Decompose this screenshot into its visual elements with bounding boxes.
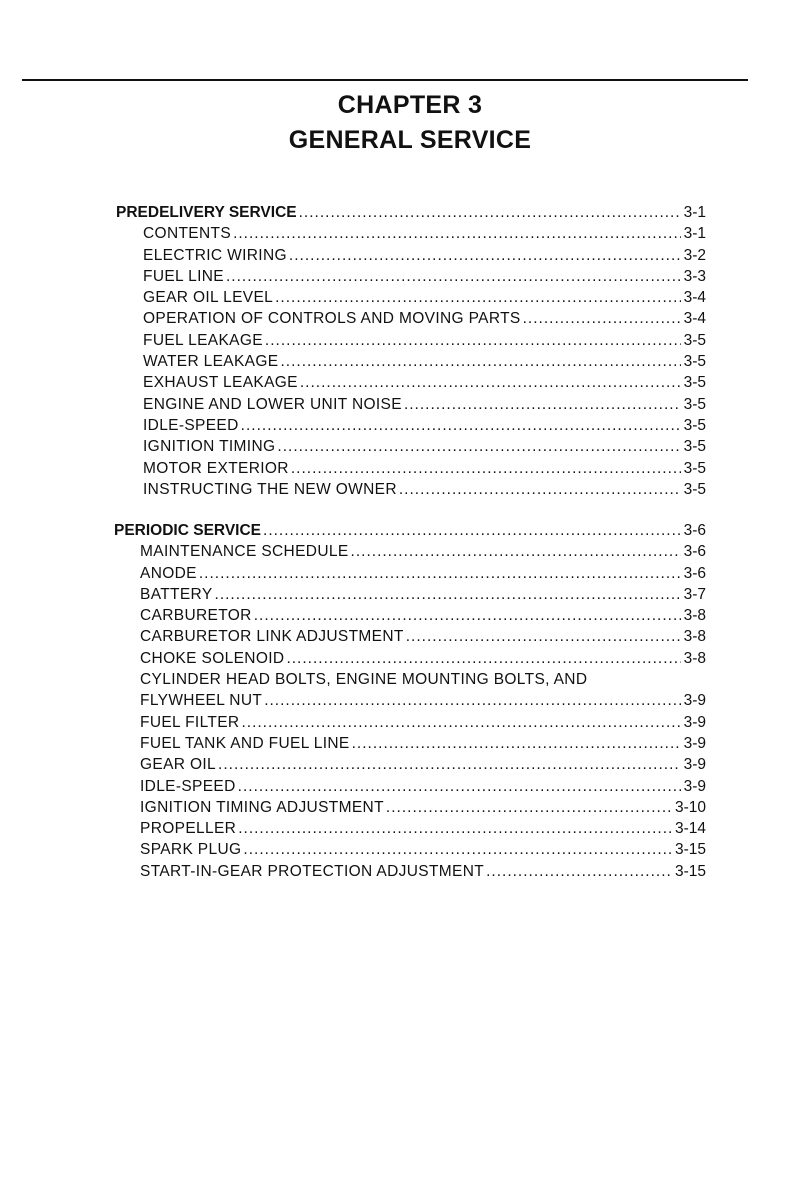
toc-entry[interactable] — [114, 839, 706, 860]
toc-entry-label: ANODE — [140, 564, 197, 582]
dot-leader — [238, 818, 672, 839]
toc-entry-label: FUEL LEAKAGE — [143, 331, 263, 349]
dot-leader — [352, 733, 681, 754]
toc-entry[interactable] — [114, 861, 706, 882]
toc-entry[interactable] — [116, 372, 706, 393]
dot-leader — [280, 351, 680, 372]
toc-entry-label: GEAR OIL — [140, 756, 217, 774]
toc-section-predelivery — [116, 202, 706, 500]
toc-entry-page: 3-5 — [683, 395, 706, 413]
toc-entry-page: 3-9 — [683, 777, 706, 795]
toc-entry[interactable] — [116, 308, 706, 329]
toc-entry-label: CONTENTS — [143, 225, 232, 243]
toc-entry-page: 3-5 — [683, 416, 706, 434]
toc-entry-label: MOTOR EXTERIOR — [143, 459, 289, 477]
dot-leader — [299, 202, 681, 223]
toc-entry-page: 3-10 — [674, 798, 706, 816]
toc-entry-label: IDLE-SPEED — [140, 777, 236, 795]
toc-entry-label: IGNITION TIMING — [143, 438, 276, 456]
toc-entry-label: CHOKE SOLENOID — [140, 649, 285, 667]
toc-entry-page: 3-5 — [683, 459, 706, 477]
dot-leader — [241, 415, 681, 436]
toc-entry-label: INSTRUCTING THE NEW OWNER — [143, 480, 397, 498]
toc-entry-label: FLYWHEEL NUT — [140, 692, 263, 710]
toc-entry-label: CYLINDER HEAD BOLTS, ENGINE MOUNTING BOLTS, AND — [140, 671, 588, 689]
chapter-number: CHAPTER 3 — [337, 91, 483, 119]
toc-entry[interactable] — [114, 797, 706, 818]
toc-entry[interactable] — [114, 818, 706, 839]
dot-leader — [351, 541, 681, 562]
dot-leader — [486, 861, 672, 882]
toc-entry-page: 3-8 — [683, 607, 706, 625]
toc-entry-label: EXHAUST LEAKAGE — [143, 374, 298, 392]
dot-leader — [386, 797, 672, 818]
dot-leader — [264, 690, 680, 711]
toc-entry-label: SPARK PLUG — [140, 841, 242, 859]
toc-entry[interactable] — [116, 351, 706, 372]
toc-entry[interactable] — [116, 223, 706, 244]
toc-entry[interactable] — [114, 712, 706, 733]
dot-leader — [399, 479, 681, 500]
toc-entry[interactable] — [114, 754, 706, 775]
toc-entry-page: 3-6 — [683, 522, 706, 539]
toc-entry-label: IDLE-SPEED — [143, 416, 239, 434]
toc-entry-label: GEAR OIL LEVEL — [143, 289, 274, 307]
toc-entry-page: 3-5 — [683, 480, 706, 498]
toc-entry-page: 3-4 — [683, 310, 706, 328]
toc-entry[interactable] — [114, 605, 706, 626]
toc-entry-page: 3-3 — [683, 267, 706, 285]
toc-entry-label: CARBURETOR LINK ADJUSTMENT — [140, 628, 404, 646]
toc-entry-label: FUEL FILTER — [140, 713, 240, 731]
toc-entry[interactable] — [114, 669, 706, 690]
toc-entry-page: 3-2 — [683, 246, 706, 264]
toc-entry-page: 3-5 — [683, 353, 706, 371]
dot-leader — [238, 776, 681, 797]
toc-entry-label: ELECTRIC WIRING — [143, 246, 287, 264]
dot-leader — [254, 605, 681, 626]
dot-leader — [277, 436, 680, 457]
toc-entry-page: 3-9 — [683, 734, 706, 752]
toc-entry-label: MAINTENANCE SCHEDULE — [140, 543, 349, 561]
toc-entry-page: 3-9 — [683, 713, 706, 731]
dot-leader — [263, 520, 681, 541]
toc-entry-page: 3-6 — [683, 564, 706, 582]
toc-entry[interactable] — [116, 287, 706, 308]
toc-entry-label: PREDELIVERY SERVICE — [116, 204, 297, 221]
toc-entry-page: 3-5 — [683, 374, 706, 392]
toc-entry[interactable] — [116, 436, 706, 457]
toc-entry[interactable] — [116, 479, 706, 500]
chapter-title: GENERAL SERVICE — [288, 126, 532, 154]
toc-entry-label: IGNITION TIMING ADJUSTMENT — [140, 798, 384, 816]
toc-entry[interactable] — [114, 648, 706, 669]
toc-entry[interactable] — [114, 776, 706, 797]
toc-entry[interactable] — [114, 563, 706, 584]
toc-entry-page: 3-8 — [683, 628, 706, 646]
toc-entry-page: 3-9 — [683, 692, 706, 710]
dot-leader — [291, 458, 681, 479]
toc-entry[interactable] — [114, 690, 706, 711]
dot-leader — [233, 223, 681, 244]
toc-entry-label: START-IN-GEAR PROTECTION ADJUSTMENT — [140, 862, 485, 880]
toc-entry-page: 3-6 — [683, 543, 706, 561]
toc-entry[interactable] — [116, 330, 706, 351]
toc-entry-label: PROPELLER — [140, 820, 237, 838]
toc-entry-page: 3-4 — [683, 289, 706, 307]
toc-entry-page: 3-7 — [683, 585, 706, 603]
toc-section-heading[interactable] — [116, 202, 706, 223]
dot-leader — [243, 839, 672, 860]
toc-entry-page: 3-15 — [674, 862, 706, 880]
dot-leader — [241, 712, 680, 733]
toc-entry-label: WATER LEAKAGE — [143, 353, 279, 371]
dot-leader — [275, 287, 680, 308]
toc-entry-page: 3-14 — [674, 820, 706, 838]
toc-section-heading[interactable] — [114, 520, 706, 541]
dot-leader — [289, 245, 681, 266]
toc-entry-label: ENGINE AND LOWER UNIT NOISE — [143, 395, 402, 413]
dot-leader — [199, 563, 681, 584]
toc-entry[interactable] — [116, 458, 706, 479]
dot-leader — [215, 584, 681, 605]
dot-leader — [226, 266, 681, 287]
dot-leader — [286, 648, 680, 669]
toc-entry-label: FUEL LINE — [143, 267, 224, 285]
toc-entry-label: BATTERY — [140, 585, 213, 603]
toc-entry-label: CARBURETOR — [140, 607, 252, 625]
toc-entry-label: OPERATION OF CONTROLS AND MOVING PARTS — [143, 310, 521, 328]
toc-entry[interactable] — [116, 245, 706, 266]
toc-entry[interactable] — [116, 266, 706, 287]
toc-entry-page: 3-1 — [683, 204, 706, 221]
dot-leader — [265, 330, 681, 351]
toc-entry-page: 3-8 — [683, 649, 706, 667]
toc-entry-label: FUEL TANK AND FUEL LINE — [140, 734, 350, 752]
dot-leader — [300, 372, 681, 393]
toc-entry-page: 3-5 — [683, 331, 706, 349]
toc-entry[interactable] — [114, 541, 706, 562]
header-rule — [22, 79, 748, 81]
toc-entry[interactable] — [114, 733, 706, 754]
dot-leader — [523, 308, 681, 329]
toc-entry-page: 3-9 — [683, 756, 706, 774]
toc-entry[interactable] — [114, 584, 706, 605]
toc-entry[interactable] — [116, 394, 706, 415]
toc-entry[interactable] — [114, 626, 706, 647]
toc-section-periodic — [114, 520, 706, 882]
toc-entry-page: 3-1 — [683, 225, 706, 243]
toc-entry-page: 3-15 — [674, 841, 706, 859]
dot-leader — [404, 394, 681, 415]
dot-leader — [218, 754, 681, 775]
toc-entry[interactable] — [116, 415, 706, 436]
toc-entry-page: 3-5 — [683, 438, 706, 456]
toc-entry-label: PERIODIC SERVICE — [114, 522, 262, 539]
dot-leader — [406, 626, 681, 647]
